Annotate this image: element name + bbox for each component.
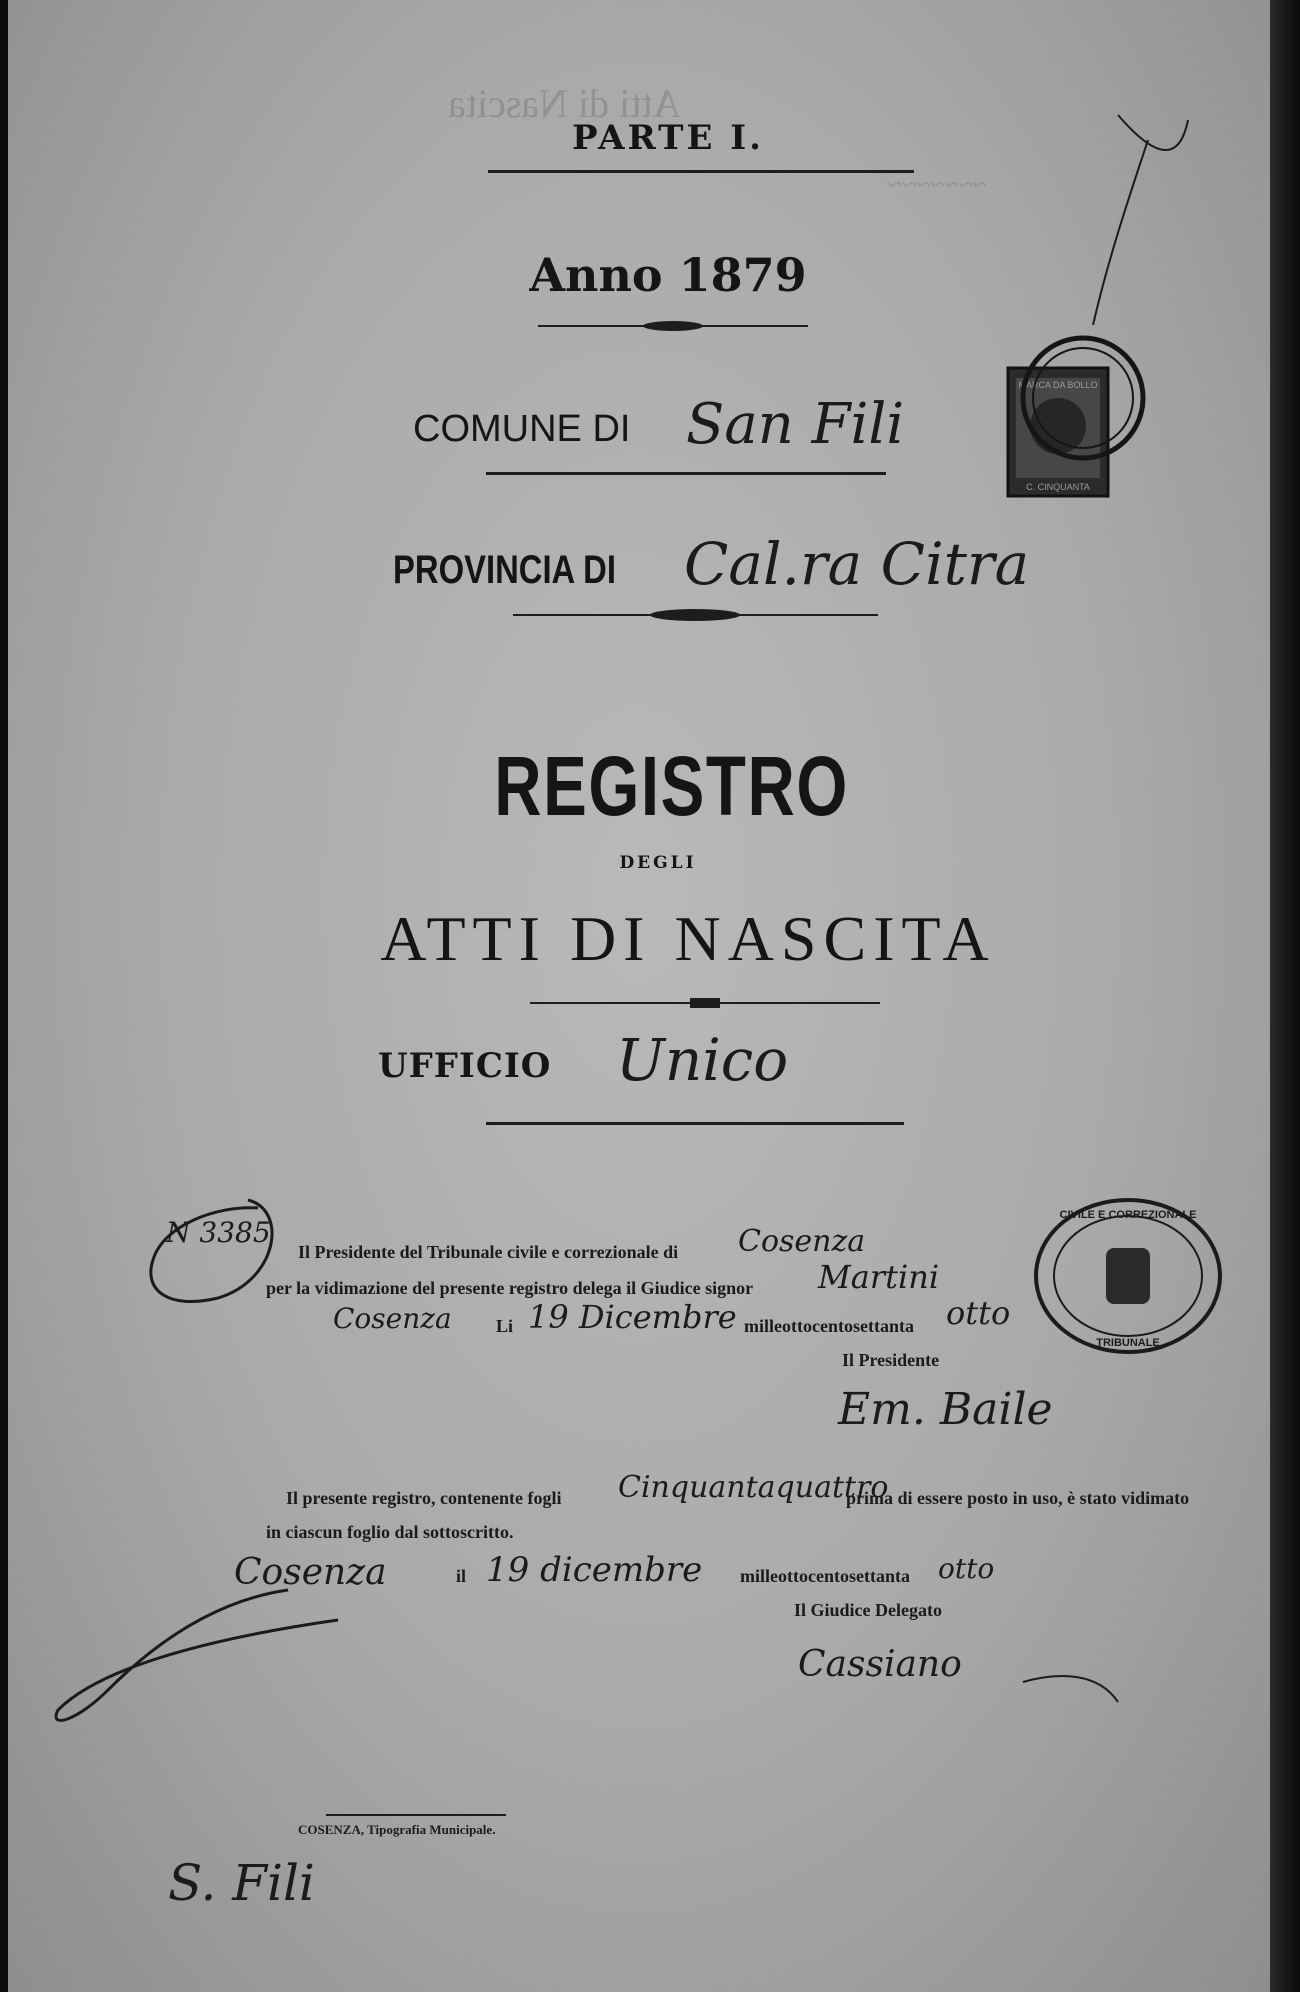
tribunal-city-handwritten: Cosenza (738, 1224, 866, 1259)
divider (488, 170, 914, 173)
vidimazione-year-handwritten: otto (938, 1552, 995, 1585)
delega-line2: per la vidimazione del presente registro delega il Giudice signor (266, 1278, 754, 1298)
delega-place-handwritten: Cosenza (333, 1302, 452, 1335)
li-label: Li (496, 1316, 514, 1336)
vidimazione-line1b: prima di essere posto in uso, è stato vidimato (846, 1488, 1190, 1508)
svg-text:CIVILE E CORREZIONALE: CIVILE E CORREZIONALE (1059, 1209, 1197, 1221)
delega-date-handwritten: 19 Dicembre (528, 1298, 737, 1336)
ufficio-label: UFFICIO (378, 1046, 552, 1086)
atti-di-nascita-title: ATTI DI NASCITA (380, 903, 996, 974)
printer-imprint: COSENZA, Tipografia Municipale. (298, 1822, 496, 1837)
ornament-divider (538, 318, 808, 334)
year-heading: Anno 1879 (529, 248, 807, 302)
vidimazione-place-handwritten: Cosenza (234, 1552, 387, 1593)
presidente-title: Il Presidente (842, 1350, 940, 1370)
provincia-value-handwritten: Cal.ra Citra (684, 530, 1030, 598)
parte-heading: PARTE I. (572, 118, 764, 158)
vidimazione-line1a: Il presente registro, contenente fogli (286, 1488, 562, 1508)
degli-label: DEGLI (619, 853, 697, 873)
presidente-signature: Em. Baile (838, 1384, 1053, 1435)
delega-year-printed: milleottocentosettanta (744, 1316, 914, 1336)
fogli-count-handwritten: Cinquantaquattro (618, 1470, 889, 1505)
divider (486, 1122, 904, 1125)
comune-label: COMUNE DI (413, 408, 631, 450)
giudice-signature: Cassiano (798, 1644, 962, 1685)
delega-year-handwritten: otto (946, 1294, 1011, 1332)
provincia-label: PROVINCIA DI (393, 548, 616, 592)
il-label: il (456, 1566, 467, 1586)
ufficio-value-handwritten: Unico (616, 1026, 789, 1094)
revenue-stamp (998, 318, 1168, 508)
register-number-handwritten: N 3385 (166, 1216, 271, 1249)
page-edge-shadow (1270, 0, 1300, 1992)
comune-value-handwritten: San Fili (686, 392, 905, 457)
svg-text:MARCA DA BOLLO: MARCA DA BOLLO (1018, 380, 1098, 390)
judge-name-handwritten: Martini (818, 1258, 940, 1296)
signature-flourish (38, 1580, 458, 1740)
register-cover-page (8, 0, 1270, 1992)
delega-line1: Il Presidente del Tribunale civile e correzionale di (298, 1242, 679, 1262)
divider (486, 472, 886, 475)
giudice-title: Il Giudice Delegato (794, 1600, 942, 1620)
handwritten-mark (1088, 110, 1198, 330)
tribunal-seal (1028, 1196, 1228, 1356)
vidimazione-line2: in ciascun foglio dal sottoscritto. (266, 1522, 514, 1542)
bleed-through-text: Atti di Nascita (448, 81, 682, 126)
vidimazione-year-printed: milleottocentosettanta (740, 1566, 910, 1586)
registro-title: REGISTRO (494, 739, 849, 833)
footer-handwritten-note: S. Fili (168, 1854, 315, 1912)
svg-text:C. CINQUANTA: C. CINQUANTA (1026, 482, 1090, 492)
bleed-through-text: ~~~~~~~ (888, 170, 987, 199)
ornament-divider (530, 996, 880, 1010)
vidimazione-date-handwritten: 19 dicembre (486, 1550, 703, 1590)
ornament-divider (513, 608, 878, 622)
signature-flourish (1018, 1662, 1128, 1712)
svg-text:TRIBUNALE: TRIBUNALE (1096, 1337, 1160, 1349)
divider (326, 1814, 506, 1816)
